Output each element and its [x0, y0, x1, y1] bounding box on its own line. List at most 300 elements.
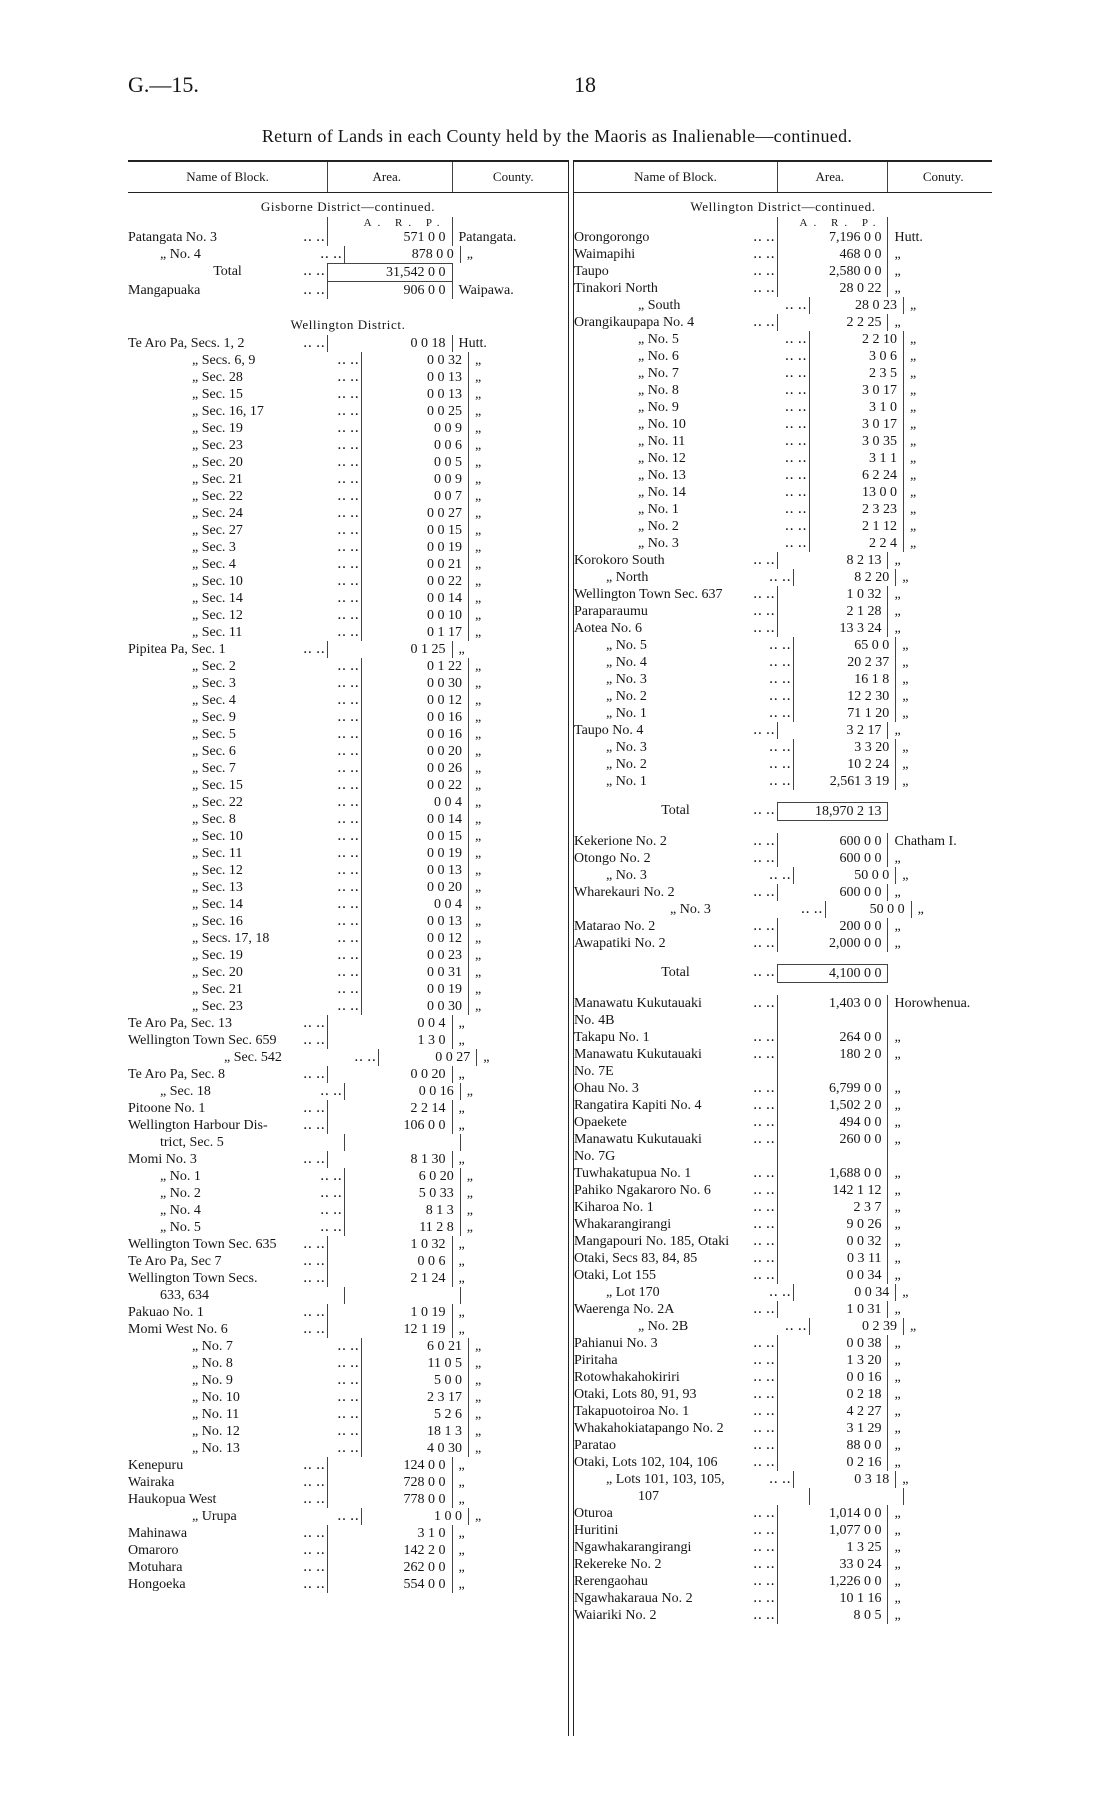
area-cell: 5 0 33	[344, 1185, 461, 1202]
area-cell: 2,561 3 19	[793, 773, 896, 790]
leader-dots: ‥ ‥	[300, 1304, 325, 1321]
area-cell: 6 0 20	[344, 1168, 461, 1185]
area-cell: 5 2 6	[361, 1406, 469, 1423]
block-name: „ Lots 101, 103, 105,	[606, 1472, 725, 1487]
leader-dots: ‥ ‥	[300, 1236, 325, 1253]
county-cell: „	[902, 1472, 909, 1487]
county-cell: „	[909, 417, 917, 432]
block-name: Momi West No. 6	[128, 1322, 228, 1337]
block-name-cell	[128, 981, 361, 998]
table-row	[574, 1114, 992, 1131]
leader-dots: ‥ ‥	[334, 862, 359, 879]
leader-dots: ‥ ‥	[334, 692, 359, 709]
table-row	[574, 501, 992, 518]
leader-dots: ‥ ‥	[300, 1100, 325, 1117]
leader-dots: ‥ ‥	[334, 403, 359, 420]
block-name: „ No. 5	[160, 1220, 201, 1235]
table-row	[574, 365, 992, 382]
county-cell: „	[894, 1353, 901, 1368]
leader-dots: ‥ ‥	[766, 705, 791, 722]
area-cell: 4 2 27	[777, 1403, 888, 1420]
table-row	[128, 1049, 568, 1066]
area-cell: 262 0 0	[327, 1559, 452, 1576]
county-cell: „	[474, 863, 482, 878]
table-row	[128, 1151, 568, 1168]
leader-dots: ‥ ‥	[750, 1573, 775, 1590]
block-name-cell	[128, 862, 361, 879]
block-name: „ Lot 170	[606, 1285, 660, 1300]
block-name-cell	[574, 671, 793, 688]
area-cell: 0 0 15	[361, 828, 469, 845]
block-name: Tinakori North	[574, 281, 658, 296]
leader-dots: ‥ ‥	[782, 348, 807, 365]
block-name: „ Sec. 19	[192, 948, 243, 963]
leader-dots: ‥ ‥	[750, 1199, 775, 1216]
table-row	[574, 1352, 992, 1369]
leader-dots: ‥ ‥	[782, 365, 807, 382]
area-cell: 28 0 23	[809, 297, 904, 314]
block-name: „ Sec. 11	[192, 846, 243, 861]
leader-dots: ‥ ‥	[334, 573, 359, 590]
county-cell: „	[894, 1251, 901, 1266]
block-name-cell	[128, 352, 361, 369]
table-row	[574, 1080, 992, 1097]
county-cell: „	[909, 349, 917, 364]
table-row	[574, 671, 992, 688]
table-row	[128, 1559, 568, 1576]
county-cell: „	[474, 1339, 482, 1354]
leader-dots: ‥ ‥	[750, 1607, 775, 1624]
block-name: Orangikaupapa No. 4	[574, 315, 695, 330]
block-name-cell	[574, 1284, 793, 1301]
area-cell: 0 0 32	[361, 352, 469, 369]
leader-dots: ‥ ‥	[750, 1505, 775, 1522]
county-cell: Hutt.	[458, 336, 487, 351]
leader-dots: ‥ ‥	[317, 1168, 342, 1185]
county-cell: „	[474, 370, 482, 385]
area-cell: 6 2 24	[809, 467, 904, 484]
block-name-cell	[128, 282, 327, 299]
leader-dots: ‥ ‥	[300, 263, 325, 280]
leader-dots: ‥ ‥	[766, 1284, 791, 1301]
table-row	[128, 1304, 568, 1321]
table-row	[128, 454, 568, 471]
county-cell: „	[894, 315, 901, 330]
area-cell: 50 0 0	[793, 867, 896, 884]
block-name-cell	[574, 773, 793, 790]
block-name: „ No. 9	[192, 1373, 233, 1388]
table-row	[574, 1403, 992, 1420]
block-name: Opaekete	[574, 1115, 627, 1130]
block-name: Aotea No. 6	[574, 621, 643, 636]
county-cell: „	[474, 1424, 482, 1439]
area-cell: 3 0 35	[809, 433, 904, 450]
county-cell: „	[894, 1302, 901, 1317]
block-name-cell	[128, 1355, 361, 1372]
block-name-cell	[128, 964, 361, 981]
area-cell: 0 2 16	[777, 1454, 888, 1471]
leader-dots: ‥ ‥	[782, 484, 807, 501]
table-row	[574, 1335, 992, 1352]
block-name-cell	[128, 913, 361, 930]
header-county: County.	[492, 169, 534, 184]
leader-dots: ‥ ‥	[334, 488, 359, 505]
county-cell: „	[474, 1407, 482, 1422]
table-row	[128, 1287, 568, 1304]
table-row	[128, 624, 568, 641]
block-name: Awapatiki No. 2	[574, 936, 666, 951]
county-cell: „	[909, 383, 917, 398]
left-table	[128, 160, 568, 1593]
table-row	[128, 879, 568, 896]
area-cell: 0 0 20	[361, 743, 469, 760]
block-name: „ Sec. 3	[192, 540, 236, 555]
block-name: „ No. 4	[606, 655, 647, 670]
area-cell: 200 0 0	[777, 918, 888, 935]
block-name: „ Sec. 14	[192, 591, 243, 606]
table-row	[128, 522, 568, 539]
leader-dots: ‥ ‥	[750, 833, 775, 850]
block-name-cell	[128, 1525, 327, 1542]
leader-dots: ‥ ‥	[750, 1182, 775, 1199]
area-cell: 906 0 0	[327, 282, 452, 299]
table-row	[574, 603, 992, 620]
area-cell: 0 1 17	[361, 624, 469, 641]
area-cell: 10 1 16	[777, 1590, 888, 1607]
block-name: Ngawhakaraua No. 2	[574, 1591, 693, 1606]
block-name: „ No. 3	[606, 672, 647, 687]
area-cell: 3 3 20	[793, 739, 896, 756]
county-cell: „	[909, 366, 917, 381]
table-row	[574, 620, 992, 637]
block-name-cell	[574, 1114, 777, 1131]
block-name-cell	[574, 229, 777, 246]
area-cell: 4 0 30	[361, 1440, 469, 1457]
area-cell: 71 1 20	[793, 705, 896, 722]
county-cell: „	[894, 1608, 901, 1623]
block-name: Paratao	[574, 1438, 616, 1453]
county-cell: „	[474, 727, 482, 742]
block-name: Wellington Town Secs.	[128, 1271, 258, 1286]
table-row	[128, 1338, 568, 1355]
leader-dots: ‥ ‥	[334, 471, 359, 488]
area-cell: 600 0 0	[777, 884, 888, 901]
table-row	[574, 1012, 992, 1029]
block-name: Whakarangirangi	[574, 1217, 672, 1232]
area-cell: 2 3 17	[361, 1389, 469, 1406]
leader-dots: ‥ ‥	[334, 726, 359, 743]
area-units: A. R. P.	[327, 217, 452, 229]
area-cell: 1,403 0 0	[777, 995, 888, 1012]
table-row	[128, 1185, 568, 1202]
area-cell: 0 0 15	[361, 522, 469, 539]
block-name-cell	[574, 552, 777, 569]
area-cell: 3 0 17	[809, 382, 904, 399]
block-name: „ Sec. 10	[192, 829, 243, 844]
table-row	[128, 1032, 568, 1049]
block-name-cell	[128, 539, 361, 556]
block-name-cell	[128, 590, 361, 607]
block-name: „ No. 7	[638, 366, 679, 381]
county-cell: „	[894, 723, 901, 738]
block-name: „ No. 12	[638, 451, 686, 466]
county-cell: „	[458, 1067, 465, 1082]
leader-dots: ‥ ‥	[334, 1423, 359, 1440]
block-name: Kekerione No. 2	[574, 834, 667, 849]
block-name: „ No. 2	[638, 519, 679, 534]
table-row	[574, 399, 992, 416]
block-name-cell	[574, 467, 809, 484]
county-cell: „	[894, 1370, 901, 1385]
county-cell: „	[474, 897, 482, 912]
county-cell: „	[894, 936, 901, 951]
area-cell: 31,542 0 0	[327, 263, 452, 282]
leader-dots: ‥ ‥	[782, 433, 807, 450]
leader-dots: ‥ ‥	[766, 867, 791, 884]
leader-dots: ‥ ‥	[750, 1590, 775, 1607]
table-row	[574, 1488, 992, 1505]
leader-dots: ‥ ‥	[750, 1335, 775, 1352]
table-row	[128, 1117, 568, 1134]
county-cell: „	[474, 676, 482, 691]
county-cell: „	[894, 1455, 901, 1470]
area-cell: 5 0 0	[361, 1372, 469, 1389]
leader-dots: ‥ ‥	[334, 930, 359, 947]
block-name: Manawatu Kukutauaki	[574, 1047, 702, 1062]
county-cell: „	[909, 1319, 917, 1334]
header-county: Conuty.	[922, 169, 964, 184]
leader-dots: ‥ ‥	[300, 282, 325, 299]
block-name-cell	[128, 556, 361, 573]
block-name-cell	[574, 280, 777, 297]
leader-dots: ‥ ‥	[334, 590, 359, 607]
county-cell	[461, 1287, 568, 1304]
block-name-cell	[574, 722, 777, 739]
block-name-cell	[574, 654, 793, 671]
leader-dots: ‥ ‥	[334, 522, 359, 539]
block-name: Ohau No. 3	[574, 1081, 639, 1096]
block-name: Pipitea Pa, Sec. 1	[128, 642, 226, 657]
table-row	[574, 918, 992, 935]
block-name: „ No. 11	[192, 1407, 240, 1422]
area-cell: 8 0 5	[777, 1607, 888, 1624]
block-name-cell	[574, 1522, 777, 1539]
leader-dots: ‥ ‥	[334, 947, 359, 964]
table-row	[128, 1525, 568, 1542]
table-row	[128, 998, 568, 1015]
block-name: No. 7E	[574, 1064, 614, 1079]
leader-dots: ‥ ‥	[317, 1202, 342, 1219]
block-name: „ No. 3	[606, 868, 647, 883]
area-cell: 0 0 30	[361, 675, 469, 692]
county-cell: „	[894, 1047, 901, 1062]
area-cell: 2 3 5	[809, 365, 904, 382]
area-cell: 2 1 28	[777, 603, 888, 620]
table-row	[574, 518, 992, 535]
area-cell: 1,014 0 0	[777, 1505, 888, 1522]
table-row	[574, 1454, 992, 1471]
leader-dots: ‥ ‥	[750, 1046, 775, 1063]
block-name-cell	[128, 1576, 327, 1593]
county-cell: „	[894, 264, 901, 279]
area-cell: 11 2 8	[344, 1219, 461, 1236]
block-name: „ Sec. 12	[192, 863, 243, 878]
county-cell: „	[474, 778, 482, 793]
area-cell: 4,100 0 0	[777, 964, 888, 983]
county-cell: „	[894, 1268, 901, 1283]
county-cell: „	[466, 247, 473, 262]
leader-dots: ‥ ‥	[317, 1083, 342, 1100]
county-cell: „	[474, 557, 482, 572]
area-cell: 33 0 24	[777, 1556, 888, 1573]
area-cell: 3 1 0	[809, 399, 904, 416]
leader-dots: ‥ ‥	[766, 1471, 791, 1488]
block-name: Wellington Town Sec. 659	[128, 1033, 277, 1048]
block-name: Total	[213, 264, 242, 279]
area-cell: 0 0 9	[361, 471, 469, 488]
block-name: Rotowhakahokiriri	[574, 1370, 680, 1385]
block-name-cell	[574, 964, 777, 983]
table-row	[574, 1216, 992, 1233]
block-name: Mangapuaka	[128, 283, 201, 298]
table-row	[574, 722, 992, 739]
table-row	[574, 637, 992, 654]
county-cell: „	[894, 1217, 901, 1232]
table-row	[128, 590, 568, 607]
county-cell: „	[894, 1234, 901, 1249]
area-cell: 0 0 10	[361, 607, 469, 624]
leader-dots: ‥ ‥	[300, 229, 325, 246]
area-cell: 2 2 10	[809, 331, 904, 348]
area-cell: 12 1 19	[327, 1321, 452, 1338]
block-name-cell	[574, 620, 777, 637]
block-name-cell	[128, 641, 327, 658]
county-cell: „	[909, 332, 917, 347]
county-cell: „	[474, 591, 482, 606]
table-row	[128, 437, 568, 454]
table-row	[128, 282, 568, 299]
county-cell: „	[894, 1557, 901, 1572]
block-name-cell	[574, 1199, 777, 1216]
area-cell: 8 2 13	[777, 552, 888, 569]
area-cell: 8 1 30	[327, 1151, 452, 1168]
table-row	[574, 416, 992, 433]
leader-dots: ‥ ‥	[334, 437, 359, 454]
block-name-cell	[128, 1100, 327, 1117]
block-name: Otaki, Lots 102, 104, 106	[574, 1455, 718, 1470]
table-row	[574, 654, 992, 671]
block-name: „ Sec. 12	[192, 608, 243, 623]
block-name: „ Sec. 18	[160, 1084, 211, 1099]
block-name: Te Aro Pa, Secs. 1, 2	[128, 336, 245, 351]
block-name-cell	[574, 1131, 777, 1148]
table-row	[574, 935, 992, 952]
block-name: „ Sec. 15	[192, 778, 243, 793]
leader-dots: ‥ ‥	[334, 896, 359, 913]
leader-dots: ‥ ‥	[750, 918, 775, 935]
table-row	[574, 246, 992, 263]
table-row	[574, 1386, 992, 1403]
county-cell: „	[458, 1322, 465, 1337]
county-cell: „	[902, 655, 909, 670]
block-name-cell	[128, 386, 361, 403]
area-cell: 16 1 8	[793, 671, 896, 688]
county-cell: „	[474, 710, 482, 725]
leader-dots: ‥ ‥	[334, 794, 359, 811]
county-cell: „	[474, 1441, 482, 1456]
block-name-cell	[574, 1063, 777, 1080]
total-row	[574, 964, 992, 983]
block-name-cell	[574, 1267, 777, 1284]
right-table-header	[574, 162, 992, 193]
county-cell	[904, 1488, 992, 1505]
right-table	[574, 160, 992, 1624]
county-cell: „	[458, 1526, 465, 1541]
area-cell: 1 0 19	[327, 1304, 452, 1321]
block-name-cell	[128, 692, 361, 709]
table-row	[574, 773, 992, 790]
block-name-cell	[128, 1083, 344, 1100]
district-heading: Wellington District—continued.	[690, 199, 876, 214]
table-row	[128, 845, 568, 862]
leader-dots: ‥ ‥	[750, 1352, 775, 1369]
block-name: „ Sec. 21	[192, 472, 243, 487]
county-cell: „	[458, 1475, 465, 1490]
area-cell: 2,580 0 0	[777, 263, 888, 280]
table-row	[128, 1219, 568, 1236]
leader-dots: ‥ ‥	[750, 1403, 775, 1420]
table-row	[574, 1471, 992, 1488]
block-name: Takapu No. 1	[574, 1030, 650, 1045]
area-cell: 18 1 3	[361, 1423, 469, 1440]
table-row	[128, 386, 568, 403]
block-name-cell	[574, 918, 777, 935]
area-cell: 0 0 38	[777, 1335, 888, 1352]
block-name-cell	[128, 1270, 327, 1287]
area-cell: 28 0 22	[777, 280, 888, 297]
county-cell: „	[458, 1033, 465, 1048]
block-name: „ Sec. 28	[192, 370, 243, 385]
county-cell: „	[894, 1030, 901, 1045]
block-name: „ No. 1	[606, 774, 647, 789]
leader-dots: ‥ ‥	[334, 709, 359, 726]
block-name: Wellington Harbour Dis-	[128, 1118, 268, 1133]
leader-dots: ‥ ‥	[334, 1389, 359, 1406]
left-table-header	[128, 162, 568, 193]
county-cell: „	[894, 919, 901, 934]
county-cell: „	[466, 1186, 473, 1201]
block-name-cell	[574, 995, 777, 1012]
block-name-cell	[574, 1029, 777, 1046]
table-row	[574, 1301, 992, 1318]
spacer	[128, 217, 327, 229]
block-name-cell	[574, 433, 809, 450]
block-name-cell	[128, 1304, 327, 1321]
county-cell: „	[894, 1574, 901, 1589]
leader-dots: ‥ ‥	[750, 884, 775, 901]
block-name-cell	[574, 484, 809, 501]
block-name: Manawatu Kukutauaki	[574, 1132, 702, 1147]
area-cell: 0 0 16	[344, 1083, 461, 1100]
block-name: „ Sec. 16	[192, 914, 243, 929]
leader-dots: ‥ ‥	[782, 501, 807, 518]
county-cell: „	[474, 404, 482, 419]
table-row	[128, 1372, 568, 1389]
county-cell: „	[474, 829, 482, 844]
leader-dots: ‥ ‥	[334, 1440, 359, 1457]
area-cell: 260 0 0	[777, 1131, 888, 1148]
table-row	[128, 1202, 568, 1219]
